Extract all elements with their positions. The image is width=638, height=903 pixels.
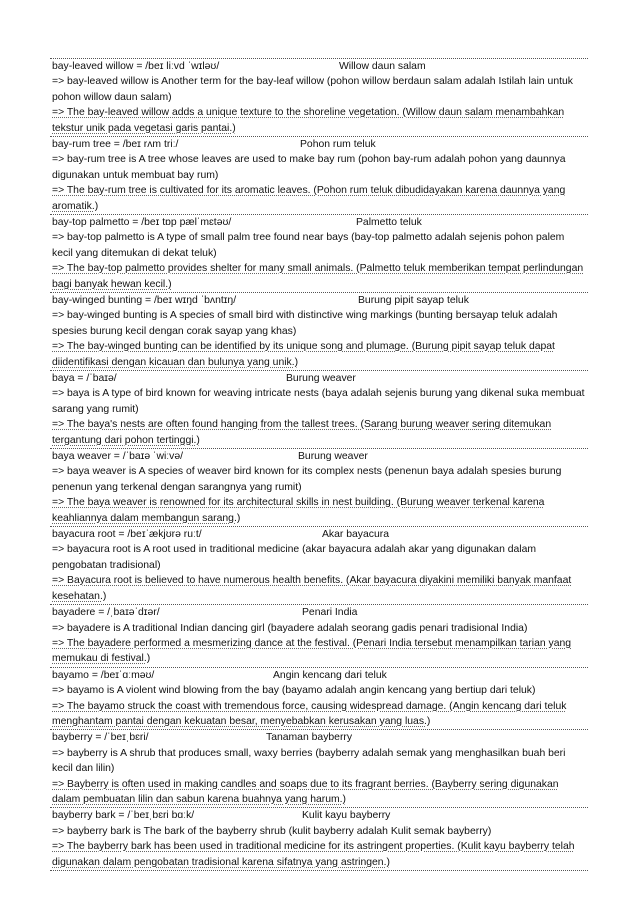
- entry-bay-rum-tree: [50, 137, 588, 215]
- entry-definition: => bay-winged bunting is A species of small bird with distinctive wing markings (bunting bersayap teluk adalah spesies burung kecil dengan corak sayap yang khas): [52, 310, 558, 337]
- entry-term: bayberry = /ˈbeɪˌbɛri/: [52, 732, 149, 744]
- entry-translation: Tanaman bayberry: [266, 732, 353, 744]
- entry-heading: [52, 59, 586, 74]
- entry-term: baya weaver = /ˈbaɪə ˈwiːvə/: [52, 451, 184, 463]
- entry-definition: => bay-leaved willow is Another term for the bay-leaf willow (pohon willow berdaun salam adalah Istilah lain untuk pohon willow daun salam): [52, 76, 573, 103]
- entry-heading: [52, 730, 586, 745]
- entry-bayberry: [50, 730, 588, 808]
- entry-example: => The bayamo struck the coast with tremendous force, causing widespread damage. (Angin kencang dari teluk menghantam pantai dengan kekuatan besar, menyebabkan kerusakan yang luas.): [52, 700, 567, 727]
- entry-heading: [52, 668, 586, 683]
- entry-bayberry-bark: [50, 808, 588, 871]
- entry-example: => Bayberry is often used in making candles and soaps due to its fragrant berries. (Bayberry sering digunakan dalam pembuatan lilin dan sabun karena buahnya yang harum.): [52, 778, 559, 805]
- entry-example: => The bay-top palmetto provides shelter for many small animals. (Palmetto teluk memberikan tempat perlindungan bagi banyak hewan kecil.): [52, 263, 584, 290]
- dictionary-page: [50, 58, 588, 871]
- entry-example: => The bay-rum tree is cultivated for its aromatic leaves. (Pohon rum teluk dibudidayakan karena daunnya yang aromatik.): [52, 185, 566, 212]
- entry-definition: => bay-rum tree is A tree whose leaves are used to make bay rum (pohon bay-rum adalah pohon yang daunnya digunakan untuk membuat bay rum): [52, 154, 566, 181]
- entry-heading: [52, 371, 586, 386]
- entry-term: bayamo = /beɪˈɑːməʊ/: [52, 669, 155, 681]
- entry-term: bayacura root = /beɪˈækjʊrə ruːt/: [52, 529, 202, 541]
- entry-term: bay-top palmetto = /beɪ tɒp pælˈmɛtəʊ/: [52, 217, 232, 229]
- entry-translation: Angin kencang dari teluk: [273, 669, 387, 681]
- entry-term: bayadere = /ˌbaɪəˈdɪər/: [52, 607, 160, 619]
- entry-example: => The bay-leaved willow adds a unique texture to the shoreline vegetation. (Willow daun salam menambahkan tekstur unik pada vegetasi garis pantai.): [52, 107, 565, 134]
- entry-term: baya = /ˈbaɪə/: [52, 373, 117, 385]
- entry-term: bay-winged bunting = /beɪ wɪŋd ˈbʌntɪŋ/: [52, 295, 237, 307]
- entry-translation: Burung weaver: [286, 373, 356, 385]
- entry-definition: => baya weaver is A species of weaver bird known for its complex nests (penenun baya adalah spesies burung penenun yang terkenal dengan sarangnya yang rumit): [52, 466, 562, 493]
- entry-term: bay-rum tree = /beɪ rʌm triː/: [52, 139, 179, 151]
- entry-definition: => bayadere is A traditional Indian dancing girl (bayadere adalah seorang gadis penari tradisional India): [52, 622, 528, 634]
- entry-heading: [52, 293, 586, 308]
- entry-bay-winged-bunting: [50, 293, 588, 371]
- entry-definition: => bayberry bark is The bark of the bayberry shrub (kulit bayberry adalah Kulit semak bayberry): [52, 825, 492, 837]
- entry-definition: => bayamo is A violent wind blowing from the bay (bayamo adalah angin kencang yang bertiup dari teluk): [52, 685, 536, 697]
- entry-translation: Palmetto teluk: [356, 217, 422, 229]
- entry-example: => Bayacura root is believed to have numerous health benefits. (Akar bayacura diyakini memiliki banyak manfaat kesehatan.): [52, 575, 572, 602]
- entry-heading: [52, 808, 586, 823]
- entry-bay-leaved-willow: [50, 59, 588, 137]
- entry-term: bay-leaved willow = /beɪ liːvd ˈwɪləʊ/: [52, 61, 220, 72]
- entry-definition: => bay-top palmetto is A type of small palm tree found near bays (bay-top palmetto adalah sejenis pohon palem kecil yang ditemukan di dekat teluk): [52, 232, 565, 259]
- entry-heading: [52, 137, 586, 152]
- entry-heading: [52, 215, 586, 230]
- entry-baya: [50, 371, 588, 449]
- entry-definition: => baya is A type of bird known for weaving intricate nests (baya adalah sejenis burung yang dikenal suka membuat sarang yang rumit): [52, 388, 585, 415]
- entry-example: => The bayadere performed a mesmerizing dance at the festival. (Penari India tersebut menampilkan tarian yang memukau di festival.): [52, 637, 572, 665]
- entry-example: => The bayberry bark has been used in traditional medicine for its astringent properties. (Kulit kayu bayberry telah digunakan dalam pengobatan tradisional karena sifatnya yang astringen.): [52, 841, 575, 868]
- entry-heading: [52, 449, 586, 464]
- entry-translation: Kulit kayu bayberry: [302, 810, 391, 822]
- entry-term: bayberry bark = /ˈbeɪˌbɛri bɑːk/: [52, 810, 195, 822]
- entry-translation: Pohon rum teluk: [300, 139, 376, 151]
- entry-translation: Willow daun salam: [339, 61, 426, 72]
- entry-definition: => bayberry is A shrub that produces small, waxy berries (bayberry adalah semak yang menghasilkan buah beri kecil dan lilin): [52, 747, 566, 775]
- entry-translation: Burung weaver: [298, 451, 368, 463]
- entry-translation: Akar bayacura: [322, 529, 389, 541]
- entry-example: => The baya's nests are often found hanging from the tallest trees. (Sarang burung weaver sering ditemukan tergantung dari pohon tertinggi.): [52, 419, 552, 446]
- entry-bayadere: [50, 605, 588, 668]
- entry-definition: => bayacura root is A root used in traditional medicine (akar bayacura adalah akar yang digunakan dalam pengobatan tradisional): [52, 544, 537, 571]
- entry-baya-weaver: [50, 449, 588, 527]
- entry-heading: [52, 527, 586, 542]
- entry-bay-top-palmetto: [50, 215, 588, 293]
- entry-heading: [52, 605, 586, 620]
- entry-bayacura-root: [50, 527, 588, 605]
- entry-bayamo: [50, 668, 588, 731]
- entry-translation: Burung pipit sayap teluk: [358, 295, 469, 307]
- entry-example: => The bay-winged bunting can be identified by its unique song and plumage. (Burung pipit sayap teluk dapat diidentifikasi dengan kicauan dan bulunya yang unik.): [52, 341, 555, 368]
- entry-example: => The baya weaver is renowned for its architectural skills in nest building. (Burung weaver terkenal karena keahliannya dalam membangun sarang.): [52, 497, 545, 524]
- entry-translation: Penari India: [302, 607, 358, 619]
